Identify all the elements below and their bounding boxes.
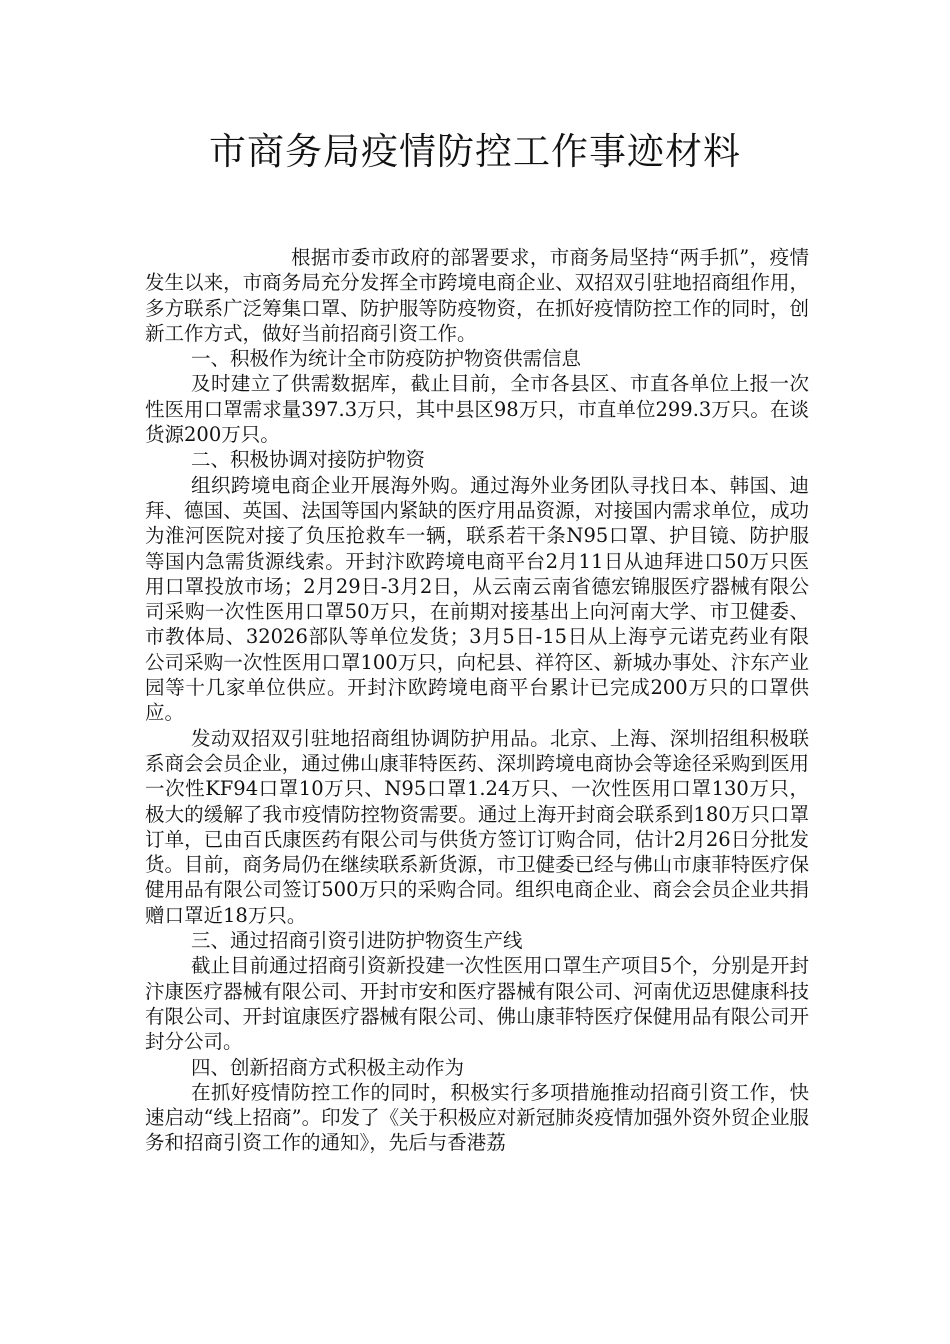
section-heading-2: 二、积极协调对接防护物资 bbox=[191, 448, 426, 472]
body-paragraph: 及时建立了供需数据库，截止目前，全市各县区、市直各单位上报一次性医用口罩需求量397.3万只，其中县区98万只，市直单位299.3万只。在谈货源200万只。 bbox=[145, 372, 809, 447]
section-heading-3: 三、通过招商引资引进防护物资生产线 bbox=[191, 929, 523, 953]
body-paragraph: 发动双招双引驻地招商组协调防护用品。北京、上海、深圳招组积极联系商会会员企业，通过佛山康菲特医药、深圳跨境电商协会等途径采购到医用一次性KF94口罩10万只、N95口罩1.24万只、一次性医用口罩130万只，极大的缓解了我市疫情防控物资需要。通过上海开封商会联系到180万只口罩订单，已由百氏康医药有限公司与供货方签订订购合同，估计2月26日分批发货。目前，商务局仍在继续联系新货源，市卫健委已经与佛山市康菲特医疗保健用品有限公司签订500万只的采购合同。组织电商企业、商会会员企业共捐赠口罩近18万只。 bbox=[145, 726, 809, 927]
body-paragraph: 组织跨境电商企业开展海外购。通过海外业务团队寻找日本、韩国、迪拜、德国、英国、法国等国内紧缺的医疗用品资源，对接国内需求单位，成功为淮河医院对接了负压抢救车一辆，联系若干条N95口罩、护目镜、防护服等国内急需货源线索。开封汴欧跨境电商平台2月11日从迪拜进口50万只医用口罩投放市场；2月29日-3月2日，从云南云南省德宏锦服医疗器械有限公司采购一次性医用口罩50万只，在前期对接基出上向河南大学、市卫健委、市教体局、32026部队等单位发货；3月5日-15日从上海亨元诺克药业有限公司采购一次性医用口罩100万只，向杞县、祥符区、新城办事处、汴东产业园等十几家单位供应。开封汴欧跨境电商平台累计已完成200万只的口罩供应。 bbox=[145, 473, 809, 725]
section-heading-1: 一、积极作为统计全市防疫防护物资供需信息 bbox=[191, 347, 582, 371]
document-body bbox=[145, 245, 809, 1156]
section-heading-4: 四、创新招商方式积极主动作为 bbox=[191, 1055, 465, 1079]
intro-paragraph: 根据市委市政府的部署要求，市商务局坚持“两手抓”，疫情发生以来，市商务局充分发挥全市跨境电商企业、双招双引驻地招商组作用，多方联系广泛筹集口罩、防护服等防疫物资，在抓好疫情防控工作的同时，创新工作方式，做好当前招商引资工作。 bbox=[145, 246, 809, 345]
body-paragraph: 截止目前通过招商引资新投建一次性医用口罩生产项目5个，分别是开封汴康医疗器械有限公司、开封市安和医疗器械有限公司、河南优迈思健康科技有限公司、开封谊康医疗器械有限公司、佛山康菲特医疗保健用品有限公司开封分公司。 bbox=[145, 954, 809, 1054]
document-title: 市商务局疫情防控工作事迹材料 bbox=[209, 130, 741, 173]
body-paragraph: 在抓好疫情防控工作的同时，积极实行多项措施推动招商引资工作，快速启动“线上招商”。印发了《关于积极应对新冠肺炎疫情加强外资外贸企业服务和招商引资工作的通知》，先后与香港荔 bbox=[145, 1080, 809, 1155]
